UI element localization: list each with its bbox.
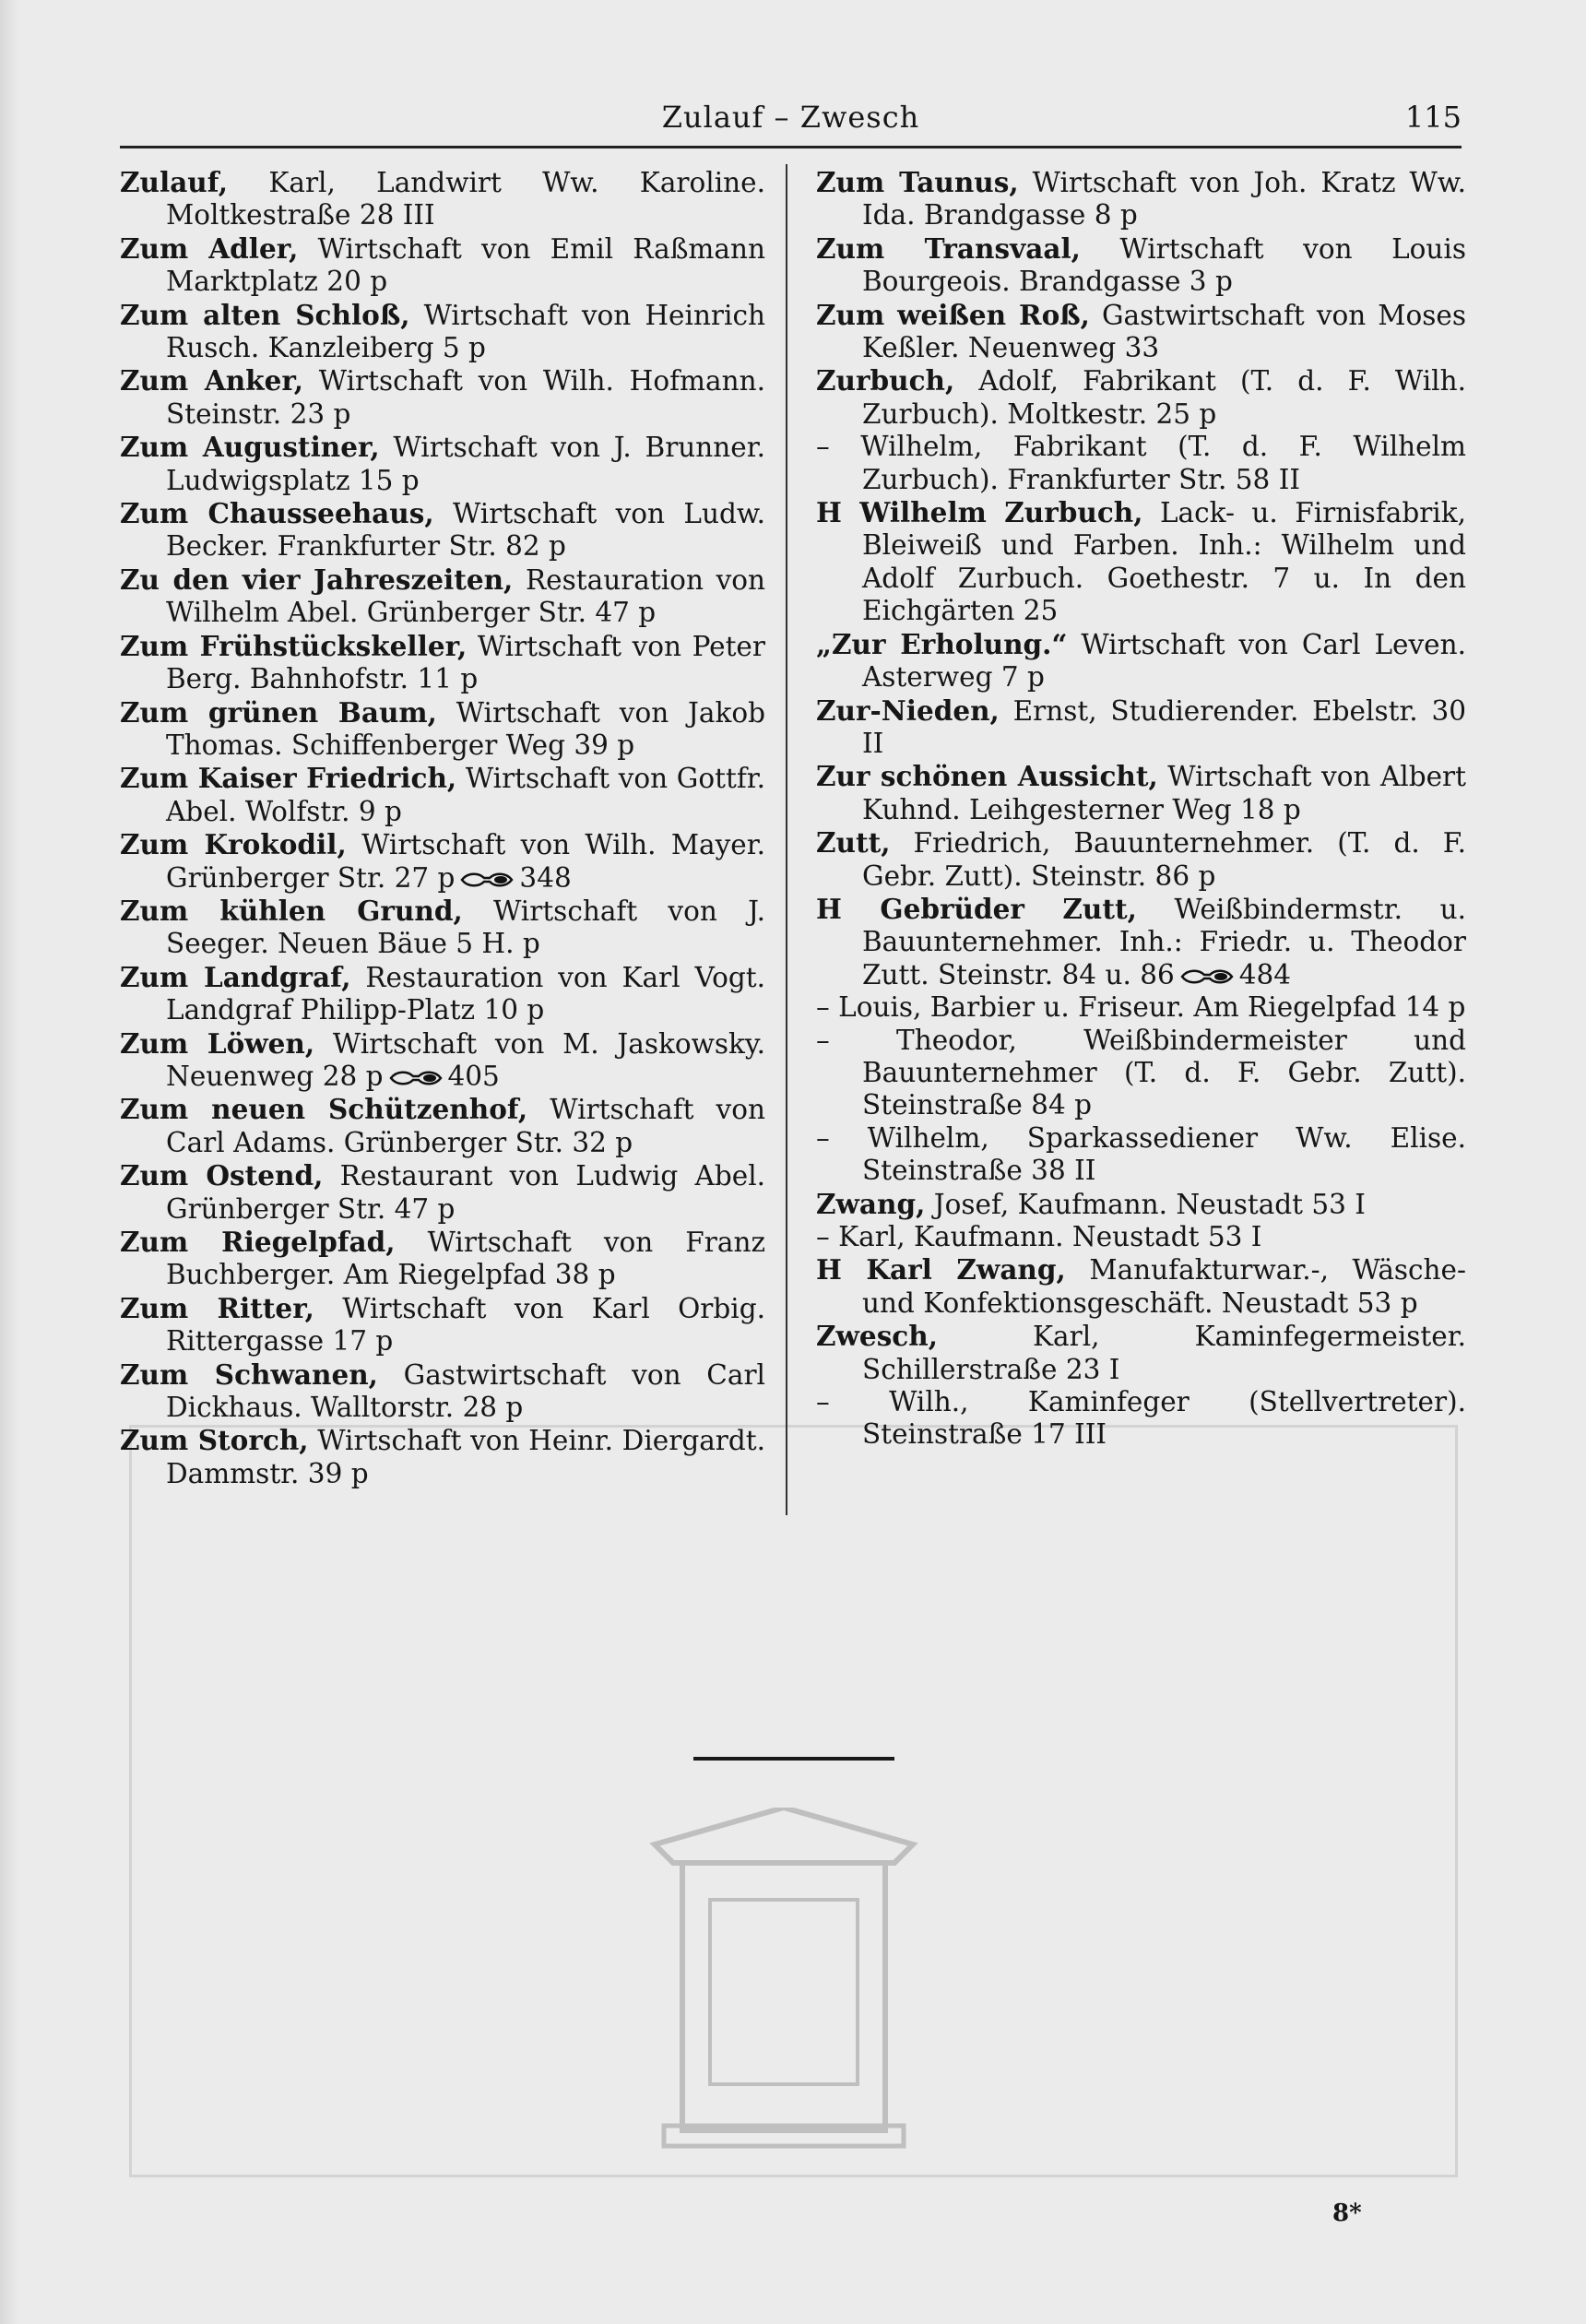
entry-text: Wilh., Kaminfeger (Stellvertreter). Steinstraße 17 III	[829, 1386, 1466, 1451]
directory-entry	[816, 431, 1466, 496]
entry-prefix: H	[816, 892, 842, 925]
entry-text: Louis, Barbier u. Friseur. Am Riegelpfad 14 p	[829, 991, 1466, 1024]
directory-entry	[816, 991, 1466, 1024]
entry-text: Wirtschaft von Wilh. Hofmann. Steinstr. 23 p	[166, 365, 765, 430]
phone-number: 405	[447, 1060, 500, 1092]
entry-name: Karl Zwang,	[841, 1253, 1066, 1286]
entry-text: Wirtschaft von Carl Adams. Grünberger Str. 32 p	[166, 1094, 765, 1158]
entry-name: Zutt,	[816, 826, 891, 860]
directory-entry	[816, 893, 1466, 991]
entry-text: Wirtschaft von Carl Leven. Asterweg 7 p	[862, 628, 1466, 694]
entry-name: Zum Adler,	[120, 231, 299, 265]
entry-text: Wirtschaft von Wilh. Mayer. Grünberger Str. 27 p	[166, 829, 765, 894]
entry-name: Zu den vier Jahreszeiten,	[120, 563, 514, 596]
entry-text: Wirtschaft von Heinrich Rusch. Kanzleiberg 5 p	[166, 299, 765, 364]
running-title: Zulauf – Zwesch	[661, 100, 920, 135]
directory-entry	[816, 1122, 1466, 1188]
entry-name: Zulauf,	[120, 166, 229, 198]
column-divider	[786, 164, 787, 1515]
entry-name: Gebrüder Zutt,	[841, 892, 1137, 925]
directory-entry	[816, 826, 1466, 893]
directory-entry	[120, 1226, 765, 1292]
telephone-icon	[460, 871, 514, 889]
entry-name: „Zur Erholung.“	[816, 627, 1068, 660]
telephone-icon	[389, 1069, 443, 1087]
entry-name: Zum Chausseehaus,	[120, 497, 434, 530]
entry-name: Zum Kaiser Friedrich,	[120, 762, 457, 795]
entry-text: Gastwirtschaft von Moses Keßler. Neuenweg 33	[862, 299, 1466, 364]
entry-text: Wirtschaft von Albert Kuhnd. Leihgesterner Weg 18 p	[862, 761, 1467, 825]
directory-entry	[816, 694, 1466, 761]
entry-text: Josef, Kaufmann. Neustadt 53 I	[925, 1188, 1366, 1220]
entry-text: Wilhelm, Sparkassediener Ww. Elise. Steinstraße 38 II	[829, 1121, 1466, 1187]
directory-entry	[120, 1027, 765, 1094]
page-number: 115	[1404, 100, 1462, 135]
directory-entry	[816, 166, 1466, 232]
entry-text: Wirtschaft von M. Jaskowsky. Neuenweg 28 p	[166, 1027, 765, 1092]
directory-entry	[120, 1159, 765, 1226]
entry-prefix: H	[816, 1253, 842, 1286]
directory-entry	[816, 1320, 1466, 1386]
entry-name: Zum Ostend,	[120, 1159, 324, 1192]
entry-text: Karl, Kaufmann. Neustadt 53 I	[829, 1221, 1262, 1252]
entry-name: Zum grünen Baum,	[120, 695, 437, 729]
directory-entry	[816, 496, 1466, 628]
entry-name: Zum Taunus,	[816, 166, 1019, 198]
directory-entry	[816, 1188, 1466, 1221]
entry-name: Zurbuch,	[816, 364, 955, 397]
right-column	[816, 166, 1466, 1452]
entry-name: Zum Frühstückskeller,	[120, 629, 468, 662]
entry-text: Wirtschaft von Franz Buchberger. Am Riegelpfad 38 p	[166, 1227, 765, 1291]
directory-entry	[120, 1424, 765, 1490]
left-column	[120, 166, 765, 1490]
entry-text: Wirtschaft von Jakob Thomas. Schiffenberger Weg 39 p	[166, 696, 765, 761]
entry-text: Restaurant von Ludwig Abel. Grünberger Str. 47 p	[166, 1160, 766, 1225]
entry-text: Wilhelm, Fabrikant (T. d. F. Wilhelm Zurbuch). Frankfurter Str. 58 II	[829, 431, 1466, 495]
entry-name: Zum Transvaal,	[816, 231, 1081, 265]
signature-mark: 8*	[1332, 2200, 1362, 2227]
telephone-icon	[1180, 967, 1234, 986]
entry-text: Wirtschaft von Gottfr. Abel. Wolfstr. 9 p	[166, 763, 765, 827]
entry-text: Theodor, Weißbindermeister und Bauunternehmer (T. d. F. Gebr. Zutt). Steinstraße 84 p	[829, 1024, 1466, 1121]
directory-entry	[120, 828, 765, 895]
directory-entry	[120, 364, 765, 431]
entry-name: Zum weißen Roß,	[816, 298, 1090, 331]
entry-name: Zum Ritter,	[120, 1291, 314, 1324]
directory-entry	[120, 696, 765, 763]
entry-text: Wirtschaft von J. Seeger. Neuen Bäue 5 H. p	[166, 895, 766, 960]
scan-shadow	[0, 0, 18, 2324]
entry-prefix: H	[816, 496, 842, 529]
phone-number: 348	[519, 861, 572, 894]
entry-text: Wirtschaft von J. Brunner. Ludwigsplatz 15 p	[166, 432, 765, 496]
entry-dash: –	[816, 1024, 830, 1056]
entry-name: Zur schönen Aussicht,	[816, 760, 1158, 793]
entry-name: Zum Anker,	[120, 364, 304, 397]
ornament-rule	[693, 1757, 894, 1761]
directory-entry	[120, 431, 765, 497]
entry-text: Adolf, Fabrikant (T. d. F. Wilh. Zurbuch). Moltkestr. 25 p	[862, 365, 1466, 430]
entry-text: Weißbindermstr. u. Bauunternehmer. Inh.: Friedr. u. Theodor Zutt. Steinstr. 84 u. 86	[862, 893, 1466, 990]
directory-entry	[816, 1221, 1466, 1253]
directory-entry	[816, 1386, 1466, 1452]
directory-entry	[120, 299, 765, 365]
entry-name: Wilhelm Zurbuch,	[841, 496, 1143, 529]
entry-text: Manufakturwar.-, Wäsche- und Konfektionsgeschäft. Neustadt 53 p	[862, 1254, 1466, 1319]
phone-number: 484	[1238, 958, 1292, 990]
entry-name: Zwesch,	[816, 1320, 938, 1353]
directory-entry	[120, 1292, 765, 1358]
directory-entry	[120, 563, 765, 630]
entry-text: Wirtschaft von Emil Raßmann Marktplatz 20 p	[166, 232, 765, 298]
entry-name: Zum Krokodil,	[120, 828, 347, 861]
directory-entry	[816, 628, 1466, 694]
directory-entry	[816, 364, 1466, 431]
entry-dash: –	[816, 1386, 830, 1418]
entry-name: Zum neuen Schützenhof,	[120, 1093, 528, 1126]
directory-entry	[816, 1253, 1466, 1320]
directory-entry	[120, 1358, 765, 1425]
entry-name: Zum kühlen Grund,	[120, 894, 463, 927]
entry-text: Wirtschaft von Heinr. Diergardt. Dammstr. 39 p	[166, 1425, 766, 1489]
entry-name: Zwang,	[816, 1187, 926, 1220]
bleed-through-illustration	[627, 1808, 941, 2149]
entry-dash: –	[816, 1221, 830, 1252]
entry-name: Zum Augustiner,	[120, 431, 380, 464]
header-rule	[120, 146, 1462, 148]
directory-entry	[120, 895, 765, 961]
entry-dash: –	[816, 431, 830, 463]
entry-text: Friedrich, Bauunternehmer. (T. d. F. Gebr. Zutt). Steinstr. 86 p	[862, 827, 1466, 892]
entry-text: Restauration von Karl Vogt. Landgraf Philipp-Platz 10 p	[166, 961, 765, 1026]
directory-entry	[816, 299, 1466, 365]
directory-entry	[816, 760, 1466, 826]
entry-name: Zum Landgraf,	[120, 960, 351, 993]
directory-entry	[816, 232, 1466, 299]
directory-entry	[120, 232, 765, 299]
entry-name: Zum alten Schloß,	[120, 298, 410, 331]
directory-entry	[816, 1025, 1466, 1122]
entry-name: Zum Storch,	[120, 1424, 309, 1457]
entry-dash: –	[816, 991, 830, 1024]
entry-text: Karl, Landwirt Ww. Karoline. Moltkestraße 28 III	[166, 167, 765, 231]
directory-entry	[120, 961, 765, 1027]
entry-text: Ernst, Studierender. Ebelstr. 30 II	[862, 694, 1466, 759]
entry-text: Wirtschaft von Joh. Kratz Ww. Ida. Brandgasse 8 p	[862, 167, 1466, 231]
entry-text: Wirtschaft von Peter Berg. Bahnhofstr. 11 p	[166, 630, 765, 695]
entry-name: Zum Riegelpfad,	[120, 1226, 396, 1258]
entry-text: Restauration von Wilhelm Abel. Grünberger Str. 47 p	[166, 563, 765, 629]
entry-text: Gastwirtschaft von Carl Dickhaus. Walltorstr. 28 p	[166, 1358, 765, 1424]
directory-entry	[120, 166, 765, 232]
directory-entry	[120, 630, 765, 696]
entry-text: Wirtschaft von Ludw. Becker. Frankfurter Str. 82 p	[166, 498, 765, 563]
entry-dash: –	[816, 1121, 830, 1154]
page-header	[120, 100, 1462, 146]
entry-name: Zur-Nieden,	[816, 694, 1000, 727]
directory-entry	[120, 497, 765, 563]
entry-text: Karl, Kaminfegermeister. Schillerstraße 23 I	[862, 1321, 1466, 1385]
entry-name: Zum Schwanen,	[120, 1358, 378, 1391]
directory-entry	[120, 762, 765, 828]
directory-entry	[120, 1093, 765, 1159]
entry-name: Zum Löwen,	[120, 1026, 315, 1060]
entry-text: Lack- u. Firnisfabrik, Bleiweiß und Farben. Inh.: Wilhelm und Adolf Zurbuch. Goethestr. 7 u. In den Eichgärten 25	[862, 497, 1466, 627]
entry-text: Wirtschaft von Karl Orbig. Rittergasse 17 p	[166, 1292, 765, 1358]
entry-text: Wirtschaft von Louis Bourgeois. Brandgasse 3 p	[862, 232, 1466, 298]
